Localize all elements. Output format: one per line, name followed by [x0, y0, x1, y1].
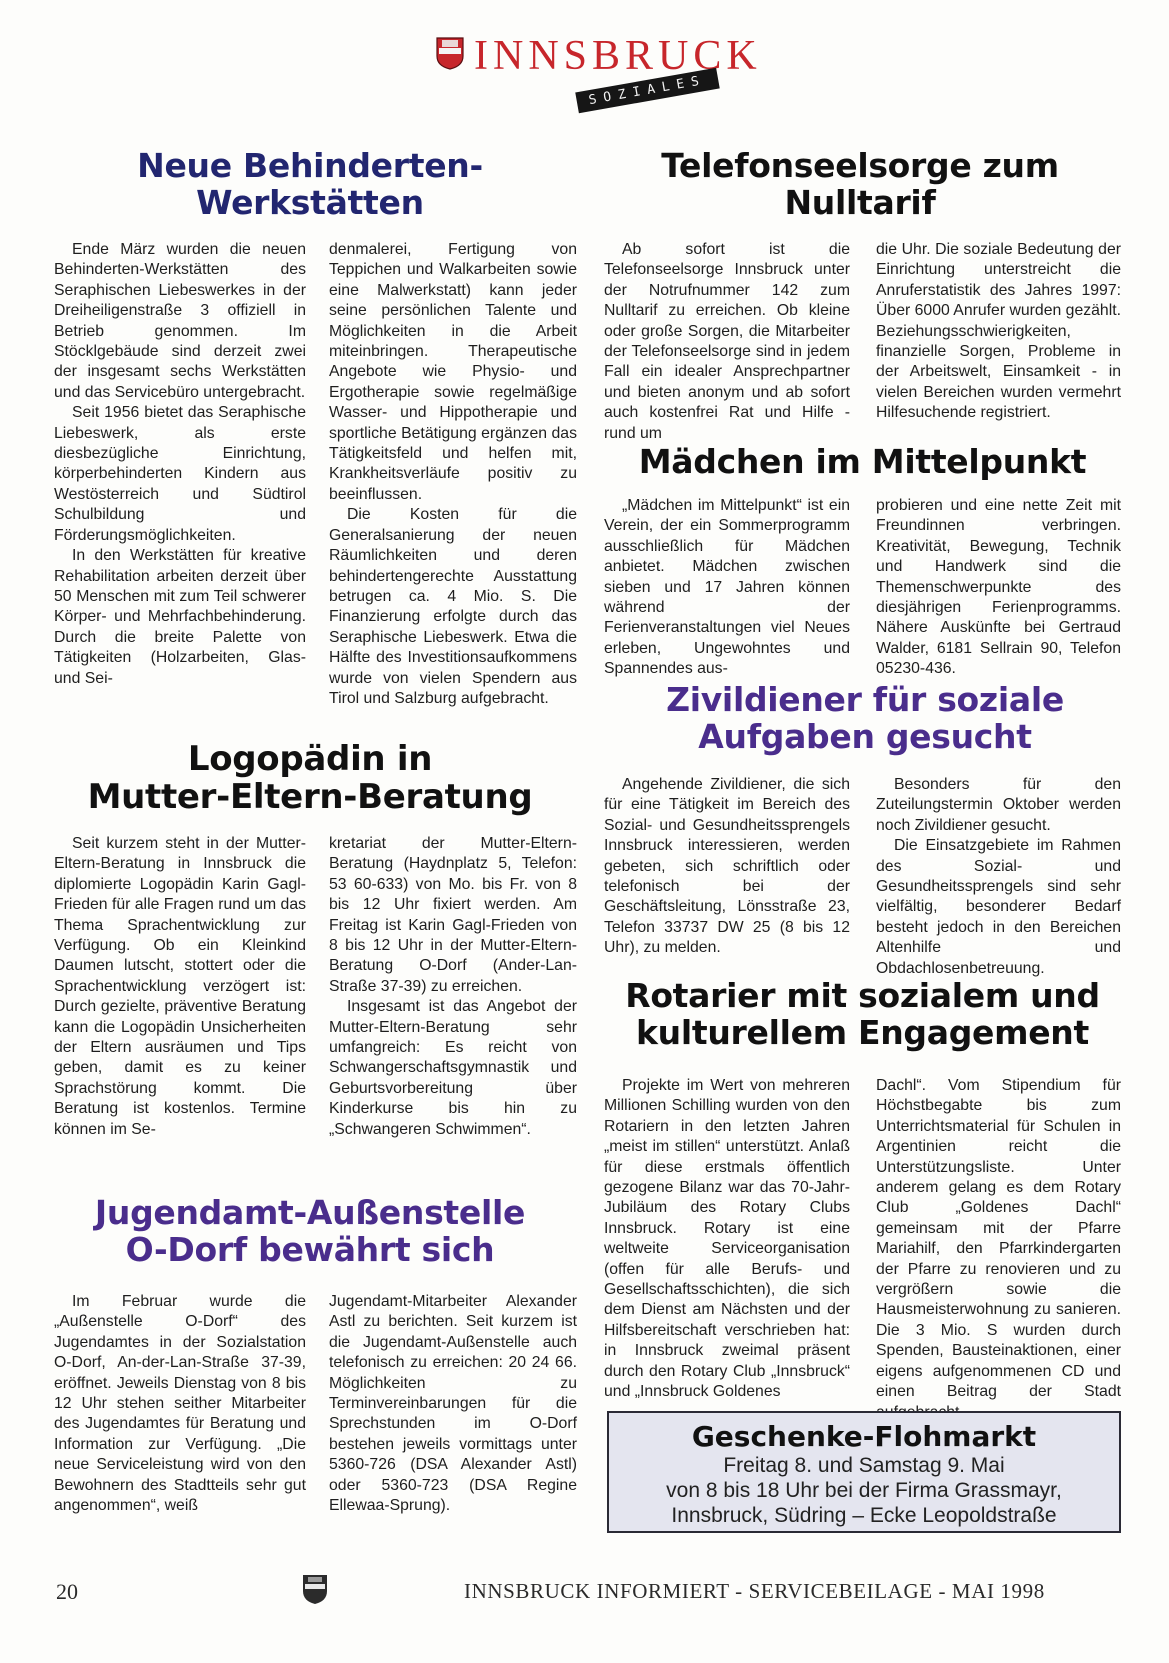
article-werkstaetten-col-right: denmalerei, Fertigung von Teppichen und Walkarbeiten sowie eine Malwerkstatt) kann jeder seine persönlichen Talente und Möglichkeiten in die Arbeit miteinbringen. Therapeutische Angebote wie Physio- und Ergotherapie sowie regelmäßige Wasser- und Hippotherapie und sportliche Betätigung ergänzen das Tätigkeitsfeld und helfen mit, Krankheitsverläufe positiv zu beeinflussen. Die Kosten für die Generalsanierung der neuen Räumlichkeiten und deren behindertengerechte Ausstattung betrugen ca. 4 Mio. S. Die Finanzierung erfolgte durch das Seraphische Liebeswerk. Etwa die Hälfte des Investitionsaufkommens wurde von vielen Spendern aus Tirol und Salzburg aufgebracht.: [329, 241, 577, 707]
article-logopaedin-col-left: Seit kurzem steht in der Mutter-Eltern-Beratung in Innsbruck die diplomierte Logopädin Karin Gagl-Frieden für alle Fragen rund um das Thema Sprachentwicklung zur Verfügung. Ob ein Kleinkind Daumen lutscht, stottert oder die Sprachentwicklung verzögert ist: Durch gezielte, präventive Beratung kann die Logopädin Unsicherheiten der Eltern ausräumen und Tips geben, damit es zu keiner Sprachstörung kommt. Die Beratung ist kostenlos. Termine können im Se-: [54, 835, 307, 1138]
ad-line-dates: Freitag 8. und Samstag 9. Mai: [723, 1454, 1005, 1477]
headline-telefonseelsorge: Telefonseelsorge zum Nulltarif: [661, 146, 1059, 222]
article-telefonseelsorge-col-right: die Uhr. Die soziale Bedeutung der Einrichtung unterstreicht die Anruferstatistik des Jahres 1997: Über 6000 Anrufer wurden gezählt. Beziehungsschwierigkeiten, finanzielle Sorgen, Probleme in der Arbeitswelt, Einsamkeit - in vielen Bereichen wurden vermehrt Hilfesuchende registriert.: [876, 241, 1122, 422]
headline-jugendamt: Jugendamt-Außenstelle O-Dorf bewährt sich: [94, 1193, 526, 1269]
article-zivildiener-col-left: Angehende Zivildiener, die sich für eine Tätigkeit im Bereich des Sozial- und Gesundheitssprengels Innsbruck interessieren, werden gebeten, sich schriftlich oder telefonisch bei der Geschäftsleitung, Lönsstraße 23, Telefon 33737 DW 25 (8 bis 12 Uhr), zu melden.: [604, 776, 850, 957]
article-jugendamt-col-right: Jugendamt-Mitarbeiter Alexander Astl zu berichten. Seit kurzem ist die Jugendamt-Außenstelle auch telefonisch zu erreichen: 20 24 66. Möglichkeiten zu Terminvereinbarungen für die Sprechstunden im O-Dorf bestehen jeweils vormittags unter 5360-726 (DSA Alexander Astl) oder 5360-723 (DSA Regine Ellewaa-Sprung).: [329, 1293, 577, 1515]
article-rotarier-col-left: Projekte im Wert von mehreren Millionen Schilling wurden von den Rotariern in den letzten Jahren „meist im stillen“ unterstützt. Anlaß für diese erstmals öffentlich gezogene Bilanz war das 70-Jahr-Jubiläum des Rotary Clubs Innsbruck. Rotary ist eine weltweite Serviceorganisation (offen für alle Berufs- und Gesellschaftsschichten), die sich dem Dienst am Nächsten und der Hilfsbereitschaft verschrieben hat: in Innsbruck zweimal präsent durch den Rotary Club „Innsbruck“ und „Innsbruck Goldenes: [604, 1077, 850, 1401]
article-maedchen-col-right: probieren und eine nette Zeit mit Freundinnen verbringen. Kreativität, Bewegung, Technik und Handwerk sind die Themenschwerpunkte des diesjährigen Ferienprogramms. Nähere Auskünfte bei Gertraud Walder, 6181 Sellrain 90, Telefon 05230-436.: [876, 497, 1121, 678]
ad-line-location: Innsbruck, Südring – Ecke Leopoldstraße: [671, 1504, 1057, 1527]
masthead-subtitle: SOZIALES: [575, 68, 719, 113]
headline-zivildiener: Zivildiener für soziale Aufgaben gesucht: [666, 680, 1064, 756]
article-telefonseelsorge-col-left: Ab sofort ist die Telefonseelsorge Innsbruck unter der Notrufnummer 142 zum Nulltarif zu erreichen. Ob kleine oder große Sorgen, die Mitarbeiter der Telefonseelsorge sind in jedem Fall ein idealer Ansprechpartner und bieten anonym und ab sofort auch kostenfrei Rat und Hilfe - rund um: [604, 241, 850, 442]
headline-rotarier: Rotarier mit sozialem und kulturellem Engagement: [625, 976, 1100, 1052]
page-number: 20: [56, 1579, 78, 1604]
masthead-title: INNSBRUCK: [474, 33, 762, 79]
article-zivildiener-col-right: Besonders für den Zuteilungstermin Oktober werden noch Zivildiener gesucht. Die Einsatzgebiete im Rahmen des Sozial- und Gesundheitssprengels sind sehr vielfältig, besonderer Bedarf besteht jedoch in den Bereichen Altenhilfe und Obdachlosenbetreuung.: [876, 776, 1121, 977]
headline-logopaedin: Logopädin in Mutter-Eltern-Beratung: [87, 739, 533, 818]
article-jugendamt-col-left: Im Februar wurde die „Außenstelle O-Dorf“ des Jugendamtes in der Sozialstation O-Dorf, An-der-Lan-Straße 37-39, eröffnet. Jeweils Dienstag von 8 bis 12 Uhr stehen seither Mitarbeiter des Jugendamtes für Beratung und Information zur Verfügung. „Die neue Serviceleistung wird von den Bewohnern des Stadtteils sehr gut angenommen“, weiß: [54, 1293, 306, 1515]
article-logopaedin-col-right: kretariat der Mutter-Eltern-Beratung (Haydnplatz 5, Telefon: 53 60-633) von Mo. bis Fr. von 8 bis 12 Uhr fixiert werden. Am Freitag ist Karin Gagl-Frieden von 8 bis 12 Uhr in der Mutter-Eltern-Beratung O-Dorf (Ander-Lan-Straße 37-39) zu erreichen. Insgesamt ist das Angebot der Mutter-Eltern-Beratung sehr umfangreich: Es reicht von Schwangerschaftsgymnastik und Geburtsvorbereitung über Kinderkurse bis hin zu „Schwangeren Schwimmen“.: [329, 835, 577, 1138]
headline-werkstaetten: Neue Behinderten- Werkstätten: [137, 146, 483, 222]
flohmarkt-ad-box: [607, 1411, 1121, 1533]
masthead: [436, 30, 762, 110]
ad-title: Geschenke-Flohmarkt: [691, 1420, 1037, 1453]
article-maedchen-col-left: „Mädchen im Mittelpunkt“ ist ein Verein, der ein Sommerprogramm ausschließlich für Mädchen anbietet. Mädchen zwischen sieben und 17 Jahren können während der Ferienveranstaltungen viel Neues erleben, Ungewohntes und Spannendes aus-: [604, 497, 850, 678]
city-crest-icon: [436, 36, 464, 70]
footer-crest-icon: [302, 1573, 328, 1605]
headline-maedchen: Mädchen im Mittelpunkt: [638, 442, 1087, 481]
article-rotarier-col-right: Dachl“. Vom Stipendium für Höchstbegabte bis zum Unterrichtsmaterial für Schulen in Argentinien reicht die Unterstützungsliste. Unter anderem gelang es dem Rotary Club „Goldenes Dachl“ gemeinsam mit der Pfarre Mariahilf, den Pfarrkindergarten der Pfarre zu renovieren und zu vergrößern sowie die Hausmeisterwohnung zu sanieren. Die 3 Mio. S wurden durch Spenden, Bausteinaktionen, einer eigens aufgenommenen CD und einen Beitrag der Stadt: [876, 1077, 1121, 1401]
article-werkstaetten-col-left: Ende März wurden die neuen Behinderten-Werkstätten des Seraphischen Liebeswerkes in der Dreiheiligenstraße 3 offiziell in Betrieb genommen. Im Stöcklgebäude sind derzeit zwei der insgesamt sechs Werkstätten und das Servicebüro untergebracht. Seit 1956 bietet das Seraphische Liebeswerk, als erste diesbezügliche Einrichtung, körperbehinderten Kindern aus Westösterreich und Südtirol Schulbildung und Förderungsmöglichkeiten. In den Werkstätten für kreative Rehabilitation arbeiten derzeit über 50 Menschen mit zum Teil schwerer Körper- und Mehrfachbehinderung. Durch die breite Palette von Tätigkeiten (Holzarbeiten, Glas- und Sei-: [54, 241, 306, 687]
footer-publication: INNSBRUCK INFORMIERT - SERVICEBEILAGE - MAI 1998: [464, 1579, 1045, 1603]
ad-line-time: von 8 bis 18 Uhr bei der Firma Grassmayr,: [666, 1479, 1062, 1502]
